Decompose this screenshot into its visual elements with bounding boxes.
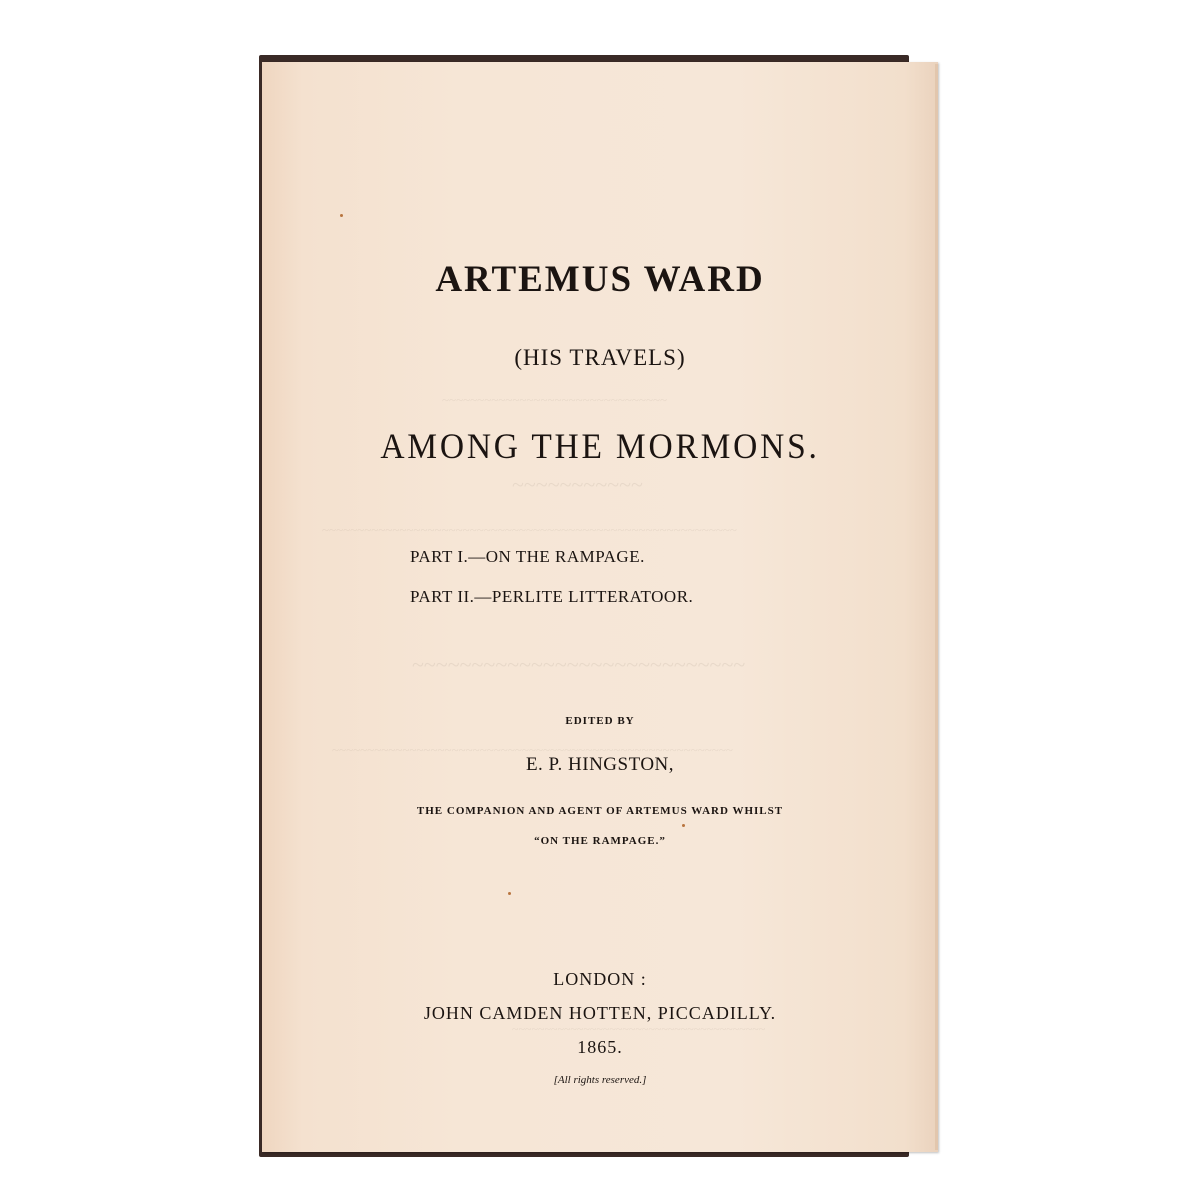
part-one-heading: PART I.—ON THE RAMPAGE.	[410, 547, 645, 566]
show-through-text: ~~~~~~~~~~~~~~~~~~~~~~~~~~~~~~~~	[442, 392, 668, 407]
publication-city: LONDON :	[553, 969, 647, 989]
paper-speck	[508, 892, 511, 895]
paper-speck	[682, 824, 685, 827]
show-through-text: ~~~~~~~~~~~~~~~~~~~~~~~~~~~~~~~~~~~~~~~~~~~~~~~~~~~~~~~~~~~	[322, 522, 737, 537]
show-through-text: ~~~~~~~~~~~~~~~~~~~~~~~~~~~~~~~~~~~~~~~~~~~~~~~~~~~~~~~~~	[332, 742, 733, 757]
book-title: ARTEMUS WARD	[435, 259, 765, 300]
publication-year: 1865.	[577, 1037, 623, 1057]
title-page	[262, 62, 938, 1152]
publisher-name: JOHN CAMDEN HOTTEN, PICCADILLY.	[423, 1003, 777, 1023]
book-main-title: AMONG THE MORMONS.	[380, 426, 820, 466]
editor-name: E. P. HINGSTON,	[525, 754, 675, 775]
show-through-text: ~~~~~~~~~~~~~~~~~~~~~~~~~~~~~~~~~~~~~~~	[512, 1022, 766, 1036]
show-through-text: ~~~~~~~~~~~~~~~~~~~~~~~~~~~~	[412, 652, 746, 677]
edited-by-label: EDITED BY	[565, 715, 635, 727]
part-two-heading: PART II.—PERLITE LITTERATOOR.	[410, 587, 694, 606]
editor-description-line2: “ON THE RAMPAGE.”	[534, 835, 666, 847]
editor-description-line1: THE COMPANION AND AGENT OF ARTEMUS WARD WHILST	[416, 805, 784, 817]
book-subtitle: (HIS TRAVELS)	[514, 345, 686, 370]
rights-notice: [All rights reserved.]	[553, 1074, 647, 1086]
paper-speck	[340, 214, 343, 217]
show-through-text: ~~~~~~~~~~~	[512, 472, 643, 497]
page-edge	[935, 64, 938, 1150]
